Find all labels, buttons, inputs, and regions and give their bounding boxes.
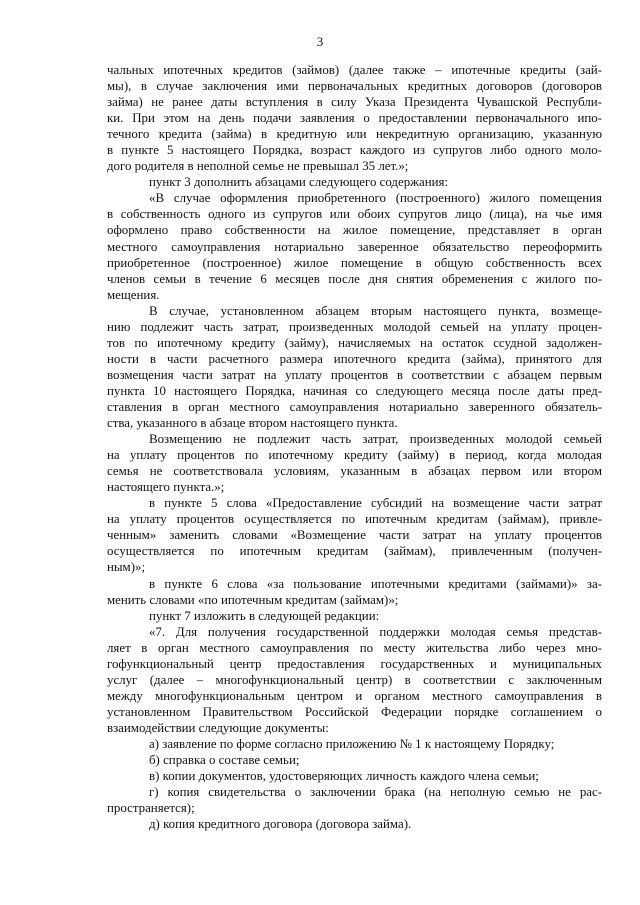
text-line: а) заявление по форме согласно приложению № 1 к настоящему Порядку;: [149, 736, 555, 751]
text-line: возмещения части затрат на уплату процентов в соответствии с абзацем первым: [107, 367, 602, 382]
text-line: местного самоуправления нотариально заверенное обязательство переоформить: [107, 239, 602, 254]
text-line: чальных ипотечных кредитов (займов) (далее также – ипотечные кредиты (зай-: [107, 63, 602, 77]
text-line: осуществляется по ипотечным кредитам (займам), привлеченным (получен-: [107, 544, 602, 559]
text-line: ставления в орган местного самоуправления нотариально заверенного обязатель-: [107, 399, 602, 414]
text-line: взаимодействии следующие документы:: [107, 720, 329, 735]
document-body: [107, 62, 602, 832]
text-line: займа) не ранее даты вступления в силу Указа Президента Чувашской Республи-: [107, 95, 602, 110]
text-line: «В случае оформления приобретенного (построенного) жилого помещения: [149, 191, 602, 206]
text-line: гофункциональный центр предоставления государственных и муниципальных: [107, 656, 602, 671]
text-line: б) справка о составе семьи;: [149, 753, 300, 768]
text-line: установленном Правительством Российской Федерации порядке соглашением о: [107, 704, 602, 719]
text-line: ляет в орган местного самоуправления по месту жительства либо через мно-: [107, 640, 602, 655]
text-line: на уплату процентов по ипотечному кредиту (займу) в период, когда молодая: [107, 448, 602, 463]
text-line: пространяется);: [107, 801, 195, 816]
text-line: «7. Для получения государственной поддержки молодая семья представ-: [149, 624, 602, 639]
text-line: ки. При этом на день подачи заявления о предоставлении первоначального ипо-: [107, 111, 602, 126]
text-line: В случае, установленном абзацем вторым настоящего пункта, возмеще-: [149, 303, 602, 318]
text-line: дого родителя в неполной семье не превышал 35 лет.»;: [107, 159, 409, 174]
text-line: в пункте 5 слова «Предоставление субсидий на возмещение части затрат: [149, 496, 602, 511]
text-line: на уплату процентов осуществляется по ипотечным кредитам (займам), привле-: [107, 512, 602, 527]
text-line: в) копии документов, удостоверяющих личность каждого члена семьи;: [149, 769, 539, 784]
text-line: мы), в случае заключения ими первоначальных кредитных договоров (договоров: [107, 79, 602, 94]
text-line: приобретенное (построенное) жилое помещение в общую собственность всех: [107, 255, 602, 270]
text-line: нию подлежит часть затрат, произведенных молодой семьей на уплату процен-: [107, 319, 602, 334]
page-number: 3: [316, 34, 324, 49]
text-line: услуг (далее – многофункциональный центр) в соответствии с заключенным: [107, 672, 602, 687]
text-line: г) копия свидетельства о заключении брака (на неполную семью не рас-: [149, 785, 602, 800]
text-line: настоящего пункта.»;: [107, 480, 225, 495]
text-line: менить словами «по ипотечным кредитам (займам)»;: [107, 592, 399, 607]
text-line: ности в части расчетного размера ипотечного кредита (займа), принятого для: [107, 351, 602, 366]
text-line: д) копия кредитного договора (договора займа).: [149, 817, 412, 832]
text-line: оформлено право собственности на жилое помещение, представляет в орган: [107, 223, 602, 238]
text-line: членов семьи в течение 6 месяцев после дня снятия обременения с жилого по-: [107, 271, 602, 286]
text-line: в собственность одного из супругов или обоих супругов лицо (лица), на чье имя: [107, 207, 602, 222]
text-line: в пункте 6 слова «за пользование ипотечными кредитами (займами)» за-: [149, 576, 602, 591]
text-line: ченным» заменить словами «Возмещение части затрат на уплату процентов: [107, 528, 602, 543]
text-line: пункт 3 дополнить абзацами следующего содержания:: [149, 175, 449, 190]
text-line: Возмещению не подлежит часть затрат, произведенных молодой семьей: [149, 432, 602, 447]
text-line: пункта 10 настоящего Порядка, начиная со следующего месяца после даты пред-: [107, 383, 602, 398]
text-line: мещения.: [107, 287, 160, 302]
text-line: семья не соответствовала условиям, указанным в абзацах первом или втором: [107, 464, 602, 479]
text-line: пункт 7 изложить в следующей редакции:: [149, 608, 380, 623]
text-line: тов по ипотечному кредиту (займу), начисляемых на остаток ссудной задолжен-: [107, 335, 602, 350]
text-line: ства, указанного в абзаце втором настоящего пункта.: [107, 416, 398, 431]
text-line: течного кредита (займа) в кредитную или некредитную организацию, указанную: [107, 127, 602, 142]
text-line: в пункте 5 настоящего Порядка, возраст каждого из супругов либо одного моло-: [107, 143, 602, 158]
text-line: между многофункциональным центром и органом местного самоуправления в: [107, 688, 602, 703]
text-line: ным)»;: [107, 560, 146, 575]
